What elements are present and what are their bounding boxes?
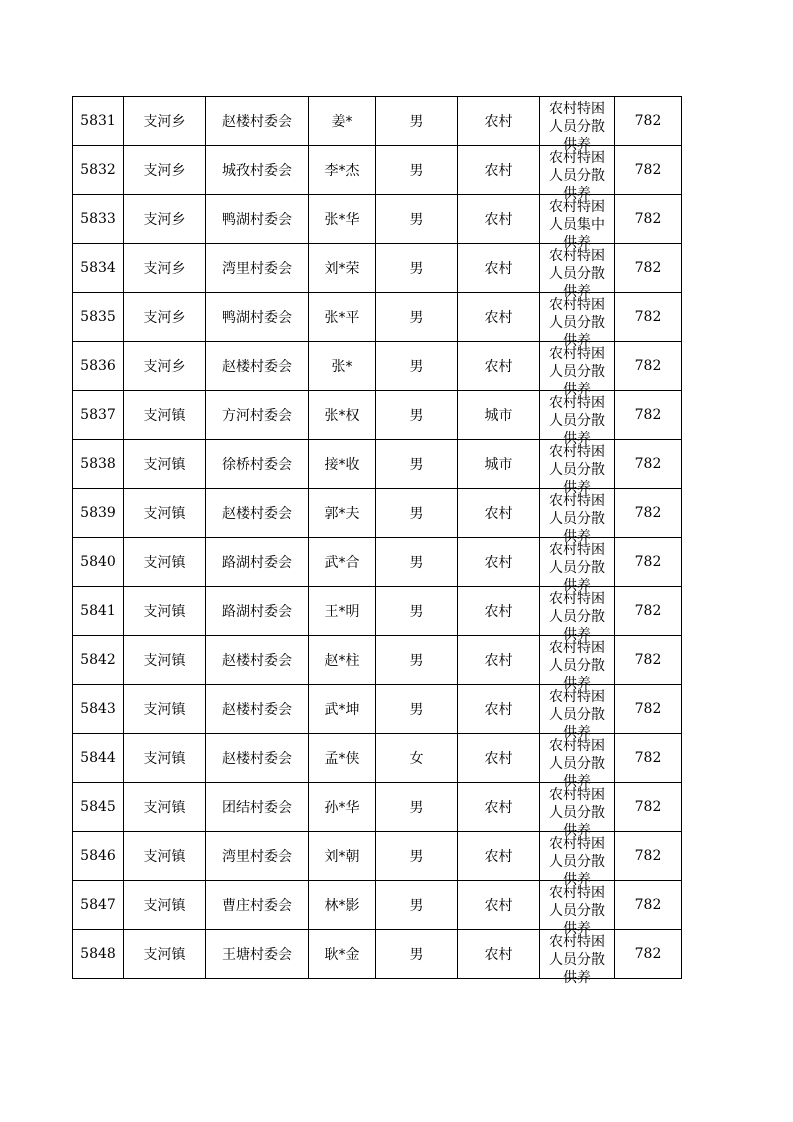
gender-cell: 男 (376, 146, 458, 195)
support-type-text: 农村特困人员分散供养 (549, 591, 605, 643)
village-committee-cell: 赵楼村委会 (206, 489, 309, 538)
support-type-cell (540, 734, 615, 790)
record-number-cell: 5834 (73, 244, 124, 293)
record-number-cell: 5837 (73, 391, 124, 440)
village-committee-cell: 湾里村委会 (206, 244, 309, 293)
village-committee-cell: 赵楼村委会 (206, 97, 309, 146)
table-row (73, 881, 682, 930)
support-type-cell (540, 636, 615, 692)
record-number-cell: 5831 (73, 97, 124, 146)
gender-cell: 男 (376, 783, 458, 832)
record-number-cell: 5832 (73, 146, 124, 195)
town-cell: 支河镇 (124, 636, 206, 685)
town-cell: 支河镇 (124, 538, 206, 587)
household-type-cell: 农村 (458, 930, 540, 979)
support-type-text: 农村特困人员分散供养 (549, 738, 605, 790)
amount-cell: 782 (615, 587, 682, 636)
amount-cell: 782 (615, 293, 682, 342)
record-number-cell: 5841 (73, 587, 124, 636)
support-type-cell (540, 244, 615, 300)
village-committee-cell: 城孜村委会 (206, 146, 309, 195)
household-type-cell: 农村 (458, 97, 540, 146)
household-type-cell: 农村 (458, 342, 540, 391)
table-row (73, 489, 682, 538)
amount-cell: 782 (615, 391, 682, 440)
record-number-cell: 5845 (73, 783, 124, 832)
record-number-cell: 5839 (73, 489, 124, 538)
household-type-cell: 农村 (458, 195, 540, 244)
amount-cell: 782 (615, 832, 682, 881)
support-type-cell (540, 832, 615, 888)
gender-cell: 男 (376, 685, 458, 734)
village-committee-cell: 徐桥村委会 (206, 440, 309, 489)
village-committee-cell: 团结村委会 (206, 783, 309, 832)
person-name-cell: 武*合 (309, 538, 376, 587)
record-number-cell: 5833 (73, 195, 124, 244)
household-type-cell: 农村 (458, 881, 540, 930)
gender-cell: 男 (376, 293, 458, 342)
person-name-cell: 张*平 (309, 293, 376, 342)
village-committee-cell: 赵楼村委会 (206, 636, 309, 685)
support-type-cell (540, 293, 615, 349)
household-type-cell: 农村 (458, 587, 540, 636)
record-number-cell: 5838 (73, 440, 124, 489)
amount-cell: 782 (615, 489, 682, 538)
support-type-text: 农村特困人员分散供养 (549, 787, 605, 839)
town-cell: 支河乡 (124, 342, 206, 391)
household-type-cell: 农村 (458, 636, 540, 685)
town-cell: 支河乡 (124, 293, 206, 342)
record-number-cell: 5835 (73, 293, 124, 342)
person-name-cell: 张* (309, 342, 376, 391)
support-type-text: 农村特困人员分散供养 (549, 934, 605, 986)
village-committee-cell: 鸭湖村委会 (206, 195, 309, 244)
village-committee-cell: 鸭湖村委会 (206, 293, 309, 342)
town-cell: 支河镇 (124, 685, 206, 734)
person-name-cell: 林*影 (309, 881, 376, 930)
support-type-text: 农村特困人员集中供养 (549, 199, 605, 251)
household-type-cell: 农村 (458, 293, 540, 342)
record-number-cell: 5842 (73, 636, 124, 685)
table-row (73, 293, 682, 342)
village-committee-cell: 路湖村委会 (206, 587, 309, 636)
support-type-cell (540, 587, 615, 643)
amount-cell: 782 (615, 195, 682, 244)
household-type-cell: 农村 (458, 685, 540, 734)
gender-cell: 男 (376, 832, 458, 881)
person-name-cell: 姜* (309, 97, 376, 146)
town-cell: 支河镇 (124, 734, 206, 783)
town-cell: 支河镇 (124, 489, 206, 538)
household-type-cell: 农村 (458, 832, 540, 881)
support-type-cell (540, 97, 615, 153)
household-type-cell: 农村 (458, 244, 540, 293)
gender-cell: 女 (376, 734, 458, 783)
gender-cell: 男 (376, 930, 458, 979)
table-body (73, 97, 682, 986)
record-number-cell: 5848 (73, 930, 124, 979)
amount-cell: 782 (615, 342, 682, 391)
support-type-text: 农村特困人员分散供养 (549, 297, 605, 349)
person-name-cell: 孟*侠 (309, 734, 376, 783)
amount-cell: 782 (615, 783, 682, 832)
table-row (73, 342, 682, 391)
household-type-cell: 城市 (458, 391, 540, 440)
support-type-text: 农村特困人员分散供养 (549, 885, 605, 937)
support-type-text: 农村特困人员分散供养 (549, 101, 605, 153)
amount-cell: 782 (615, 146, 682, 195)
table-row (73, 538, 682, 587)
town-cell: 支河镇 (124, 440, 206, 489)
person-name-cell: 王*明 (309, 587, 376, 636)
village-committee-cell: 方河村委会 (206, 391, 309, 440)
person-name-cell: 刘*荣 (309, 244, 376, 293)
table-row (73, 244, 682, 293)
amount-cell: 782 (615, 734, 682, 783)
table-row (73, 930, 682, 979)
person-name-cell: 张*权 (309, 391, 376, 440)
village-committee-cell: 湾里村委会 (206, 832, 309, 881)
support-type-text: 农村特困人员分散供养 (549, 444, 605, 496)
amount-cell: 782 (615, 636, 682, 685)
record-number-cell: 5847 (73, 881, 124, 930)
village-committee-cell: 赵楼村委会 (206, 685, 309, 734)
record-number-cell: 5840 (73, 538, 124, 587)
town-cell: 支河镇 (124, 587, 206, 636)
village-committee-cell: 曹庄村委会 (206, 881, 309, 930)
gender-cell: 男 (376, 881, 458, 930)
person-name-cell: 刘*朝 (309, 832, 376, 881)
person-name-cell: 武*坤 (309, 685, 376, 734)
person-name-cell: 接*收 (309, 440, 376, 489)
household-type-cell: 农村 (458, 734, 540, 783)
gender-cell: 男 (376, 244, 458, 293)
gender-cell: 男 (376, 195, 458, 244)
amount-cell: 782 (615, 538, 682, 587)
town-cell: 支河镇 (124, 832, 206, 881)
support-type-cell (540, 538, 615, 594)
beneficiary-table (72, 96, 682, 986)
support-type-cell (540, 930, 615, 986)
town-cell: 支河乡 (124, 195, 206, 244)
person-name-cell: 郭*夫 (309, 489, 376, 538)
support-type-cell (540, 881, 615, 937)
support-type-cell (540, 391, 615, 447)
town-cell: 支河乡 (124, 244, 206, 293)
town-cell: 支河乡 (124, 97, 206, 146)
person-name-cell: 张*华 (309, 195, 376, 244)
gender-cell: 男 (376, 391, 458, 440)
table-row (73, 587, 682, 636)
amount-cell: 782 (615, 440, 682, 489)
support-type-cell (540, 489, 615, 545)
table-row (73, 440, 682, 489)
amount-cell: 782 (615, 97, 682, 146)
gender-cell: 男 (376, 489, 458, 538)
person-name-cell: 赵*柱 (309, 636, 376, 685)
table-row (73, 391, 682, 440)
town-cell: 支河镇 (124, 391, 206, 440)
town-cell: 支河镇 (124, 783, 206, 832)
support-type-text: 农村特困人员分散供养 (549, 542, 605, 594)
support-type-cell (540, 440, 615, 496)
town-cell: 支河乡 (124, 146, 206, 195)
table-row (73, 832, 682, 881)
amount-cell: 782 (615, 930, 682, 979)
record-number-cell: 5843 (73, 685, 124, 734)
support-type-text: 农村特困人员分散供养 (549, 493, 605, 545)
gender-cell: 男 (376, 97, 458, 146)
table-row (73, 195, 682, 244)
support-type-text: 农村特困人员分散供养 (549, 689, 605, 741)
support-type-text: 农村特困人员分散供养 (549, 346, 605, 398)
person-name-cell: 李*杰 (309, 146, 376, 195)
record-number-cell: 5846 (73, 832, 124, 881)
support-type-text: 农村特困人员分散供养 (549, 640, 605, 692)
support-type-cell (540, 146, 615, 202)
village-committee-cell: 王塘村委会 (206, 930, 309, 979)
gender-cell: 男 (376, 636, 458, 685)
household-type-cell: 农村 (458, 489, 540, 538)
table-row (73, 685, 682, 734)
support-type-text: 农村特困人员分散供养 (549, 836, 605, 888)
table-row (73, 783, 682, 832)
table-row (73, 146, 682, 195)
support-type-cell (540, 342, 615, 398)
amount-cell: 782 (615, 685, 682, 734)
support-type-text: 农村特困人员分散供养 (549, 395, 605, 447)
village-committee-cell: 路湖村委会 (206, 538, 309, 587)
household-type-cell: 农村 (458, 538, 540, 587)
support-type-text: 农村特困人员分散供养 (549, 248, 605, 300)
table-row (73, 734, 682, 783)
person-name-cell: 耿*金 (309, 930, 376, 979)
household-type-cell: 城市 (458, 440, 540, 489)
support-type-cell (540, 195, 615, 251)
support-type-cell (540, 685, 615, 741)
town-cell: 支河镇 (124, 930, 206, 979)
person-name-cell: 孙*华 (309, 783, 376, 832)
gender-cell: 男 (376, 440, 458, 489)
amount-cell: 782 (615, 881, 682, 930)
table-row (73, 636, 682, 685)
record-number-cell: 5836 (73, 342, 124, 391)
support-type-text: 农村特困人员分散供养 (549, 150, 605, 202)
household-type-cell: 农村 (458, 783, 540, 832)
amount-cell: 782 (615, 244, 682, 293)
village-committee-cell: 赵楼村委会 (206, 734, 309, 783)
support-type-cell (540, 783, 615, 839)
household-type-cell: 农村 (458, 146, 540, 195)
town-cell: 支河镇 (124, 881, 206, 930)
gender-cell: 男 (376, 587, 458, 636)
table-row (73, 97, 682, 146)
gender-cell: 男 (376, 342, 458, 391)
record-number-cell: 5844 (73, 734, 124, 783)
village-committee-cell: 赵楼村委会 (206, 342, 309, 391)
gender-cell: 男 (376, 538, 458, 587)
